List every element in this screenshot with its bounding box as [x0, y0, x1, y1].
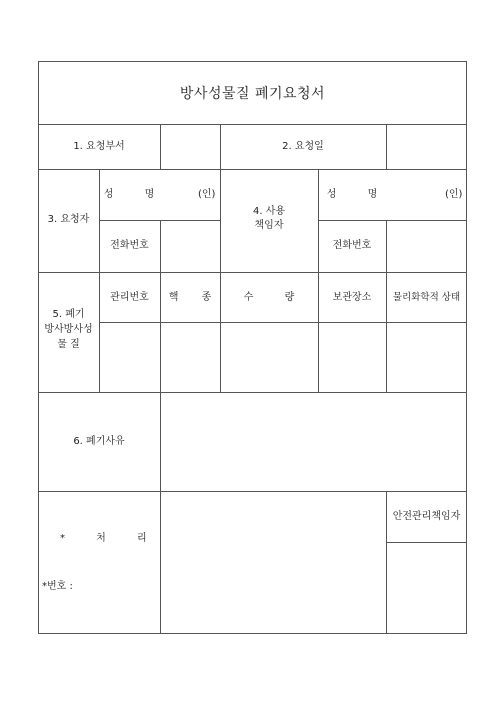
- requester-name-label: 성 명: [103, 189, 169, 200]
- manager-name-label: 성 명: [326, 189, 392, 200]
- material-header-state: 물리화학적 상태: [392, 292, 461, 303]
- processing-number-label: *번호 :: [42, 581, 73, 592]
- reason-label: 6. 폐기사유: [73, 436, 125, 447]
- material-header-nuclide: 핵 종: [168, 292, 222, 303]
- material-label-line3: 물 질: [57, 339, 80, 350]
- requester-phone-label: 전화번호: [110, 240, 149, 251]
- manager-label-line2: 책임자: [254, 220, 284, 231]
- date-label: 2. 요청일: [282, 141, 324, 152]
- material-header-location: 보관장소: [332, 292, 372, 303]
- form-title: 방사성물질 폐기요청서: [179, 86, 326, 102]
- manager-phone-label: 전화번호: [332, 240, 372, 251]
- safety-manager-label: 안전관리책임자: [392, 511, 461, 522]
- processing-label: * 처 리: [60, 533, 161, 544]
- manager-label-line1: 4. 사용: [252, 206, 286, 217]
- dept-label: 1. 요청부서: [73, 141, 125, 152]
- material-header-quantity: 수 량: [243, 292, 309, 303]
- manager-seal: (인): [445, 189, 463, 200]
- material-label-line2: 방사방사성: [44, 324, 93, 335]
- requester-seal: (인): [198, 189, 216, 200]
- requester-label: 3. 요청자: [47, 214, 90, 225]
- material-label-line1: 5. 폐기: [52, 309, 85, 320]
- material-header-mgmt-no: 관리번호: [110, 292, 149, 303]
